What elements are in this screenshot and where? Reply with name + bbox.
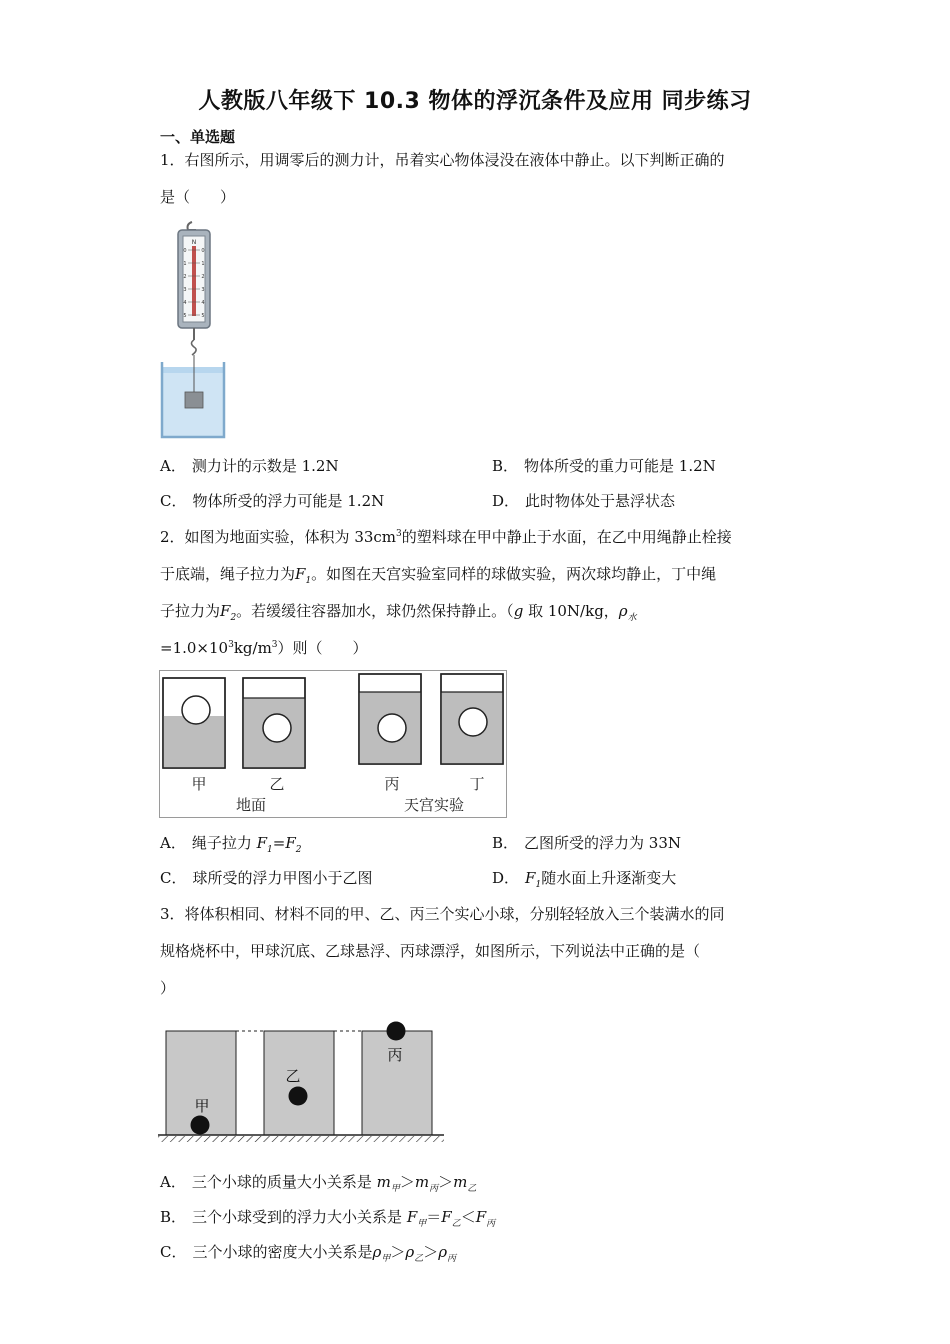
- q2-stem-line2: 于底端，绳子拉力为$F_1$。如图在天宫实验室同样的球做实验，两次球均静止，丁中绳: [160, 565, 717, 586]
- scale-spring: [192, 246, 196, 316]
- q3-stem-line1: 3．将体积相同、材料不同的甲、乙、丙三个实心小球，分别轻轻放入三个装满水的同: [160, 905, 725, 923]
- q3-figure: [158, 1018, 448, 1144]
- scale-tick-label: 1: [183, 261, 187, 267]
- solid-object: [185, 392, 203, 408]
- q2-option-b[interactable]: B． 乙图所受的浮力为 33N: [492, 834, 682, 852]
- q1-option-a[interactable]: A． 测力计的示数是 1.2N: [160, 457, 339, 475]
- ball-bing: [387, 1022, 406, 1041]
- scale-tick-label: 3: [201, 287, 205, 293]
- scale-tick-label: 5: [183, 313, 187, 319]
- label-jia: 甲: [194, 1097, 210, 1115]
- container-jia: [163, 678, 225, 768]
- page-title: 人教版八年级下 10.3 物体的浮沉条件及应用 同步练习: [198, 89, 752, 114]
- label-ding: 丁: [469, 775, 485, 793]
- label-bing: 丙: [384, 775, 400, 793]
- container-yi: [243, 678, 305, 768]
- label-jia: 甲: [191, 775, 207, 793]
- scale-tick-label: 4: [201, 300, 205, 306]
- q3-option-b[interactable]: B． 三个小球受到的浮力大小关系是 $F_甲=F_乙<F_丙$: [160, 1208, 496, 1229]
- scale-tick-label: 0: [201, 248, 205, 254]
- scale-tick-label: 2: [183, 274, 187, 280]
- ball: [459, 708, 487, 736]
- q3-option-a[interactable]: A． 三个小球的质量大小关系是 $m_甲>m_丙>m_乙$: [160, 1173, 477, 1194]
- q1-spring-scale-figure: [158, 220, 230, 440]
- scale-unit: N: [191, 239, 197, 246]
- q1-option-c[interactable]: C． 物体所受的浮力可能是 1.2N: [160, 492, 385, 510]
- scale-tick-label: 0: [183, 248, 187, 254]
- scale-tick-label: 5: [201, 313, 205, 319]
- q3-option-c[interactable]: C． 三个小球的密度大小关系是$\rho_甲>\rho_乙>\rho_丙$: [160, 1243, 457, 1264]
- section-heading: 一、单选题: [160, 128, 236, 146]
- ball: [263, 714, 291, 742]
- container-bing: [359, 674, 421, 764]
- ball-jia: [191, 1116, 210, 1135]
- q2-option-a[interactable]: A． 绳子拉力 $F_1=F_2$: [160, 834, 302, 855]
- ball: [182, 696, 210, 724]
- label-bing: 丙: [387, 1046, 403, 1064]
- top-hook: [188, 222, 197, 230]
- q2-stem-line3: 子拉力为$F_2$。若缓缓往容器加水，球仍然保持静止。（g 取 10N/kg，$\rho_水$: [160, 602, 637, 623]
- q1-option-b[interactable]: B． 物体所受的重力可能是 1.2N: [492, 457, 716, 475]
- ball-yi: [289, 1087, 308, 1106]
- scale-tick-label: 4: [183, 300, 187, 306]
- ball: [378, 714, 406, 742]
- scale-tick-label: 1: [201, 261, 205, 267]
- container-ding: [441, 674, 503, 764]
- q2-option-d[interactable]: D． $F_1$随水面上升逐渐变大: [492, 869, 677, 890]
- label-yi: 乙: [269, 775, 285, 793]
- q1-option-d[interactable]: D． 此时物体处于悬浮状态: [492, 492, 676, 510]
- q3-stem-line3: ）: [160, 979, 176, 997]
- q2-figure: [159, 670, 507, 818]
- scale-tick-label: 2: [201, 274, 205, 280]
- q2-option-c[interactable]: C． 球所受的浮力甲图小于乙图: [160, 869, 373, 887]
- scale-tick-label: 3: [183, 287, 187, 293]
- group-label-tiangong: 天宫实验: [403, 796, 465, 814]
- q1-stem-line2: 是（ ）: [160, 188, 236, 206]
- ground-hatch: [158, 1136, 444, 1142]
- label-yi: 乙: [285, 1067, 301, 1085]
- q2-stem-line4: $=1.0\times 10^3kg/m^3$）则（ ）: [160, 639, 368, 657]
- q2-stem-line1: 2．如图为地面实验，体积为 $33cm^3$的塑料球在甲中静止于水面，在乙中用绳静止栓接: [160, 528, 732, 546]
- q1-stem-line1: 1．右图所示，用调零后的测力计，吊着实心物体浸没在液体中静止。以下判断正确的: [160, 151, 725, 169]
- q3-stem-line2: 规格烧杯中，甲球沉底、乙球悬浮、丙球漂浮，如图所示，下列说法中正确的是（: [160, 942, 701, 960]
- bottom-hook: [192, 340, 197, 355]
- group-label-ground: 地面: [235, 796, 267, 814]
